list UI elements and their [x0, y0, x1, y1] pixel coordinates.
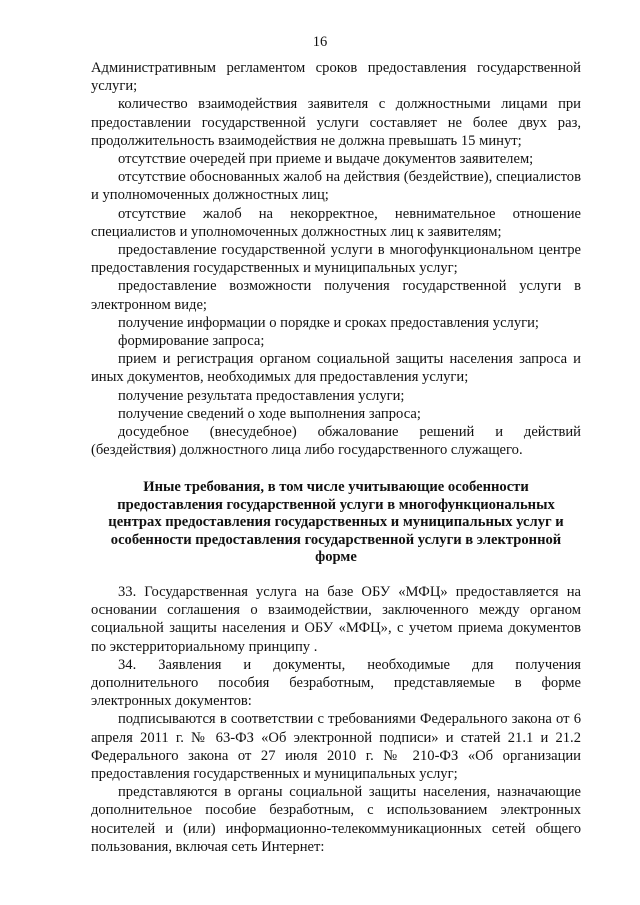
paragraph: предоставление государственной услуги в многофункциональном центре предоставления государственных и муниципальных услуг;	[91, 242, 581, 277]
paragraph: досудебное (внесудебное) обжалование решений и действий (бездействия) должностного лица либо государственного служащего.	[91, 424, 581, 459]
section-heading-line: форме	[315, 549, 357, 566]
section-heading-line: предоставления государственной услуги в многофункциональных	[117, 496, 555, 513]
paragraph: Административным регламентом сроков предоставления государственной услуги;	[91, 60, 581, 95]
section-body	[91, 583, 581, 856]
paragraph: отсутствие жалоб на некорректное, невнимательное отношение специалистов и уполномоченных должностных лиц к заявителям;	[91, 205, 581, 240]
section-heading-line: особенности предоставления государственной услуги в электронной	[110, 531, 562, 548]
paragraph: представляются в органы социальной защиты населения, назначающие дополнительное пособие безработным, с использованием электронных носителей и (или) информационно-телекоммуникационных сетей общего пользования, включая сеть Интернет:	[91, 784, 581, 855]
page-number: 16	[312, 34, 328, 50]
paragraph: получение результата предоставления услуги;	[118, 387, 405, 404]
paragraph: предоставление возможности получения государственной услуги в электронном виде;	[91, 278, 581, 313]
document-body	[91, 59, 581, 856]
section-heading-line: Иные требования, в том числе учитывающие особенности	[143, 479, 529, 496]
paragraph: количество взаимодействия заявителя с должностными лицами при предоставлении государственной услуги составляет не более двух раз, продолжительность взаимодействия не должна превышать 15 минут;	[91, 96, 581, 149]
paragraph-item-34: 34. Заявления и документы, необходимые для получения дополнительного пособия безработным, представляемые в форме электронных документов:	[91, 656, 581, 710]
paragraph: подписываются в соответствии с требованиями Федерального закона от 6 апреля 2011 г. № 63-ФЗ «Об электронной подписи» и статей 21.1 и 21.2 Федерального закона от 27 июля 2010 г. № 210-ФЗ «Об организации предоставления государственных и муниципальных услуг;	[91, 711, 581, 782]
requirements-list	[91, 59, 581, 459]
section-heading	[103, 479, 569, 567]
paragraph: прием и регистрация органом социальной защиты населения запроса и иных документов, необходимых для предоставления услуги;	[91, 351, 581, 386]
section-heading-line: центрах предоставления государственных и муниципальных услуг и	[108, 514, 564, 531]
paragraph-item-33: 33. Государственная услуга на базе ОБУ «МФЦ» предоставляется на основании соглашения о взаимодействии, заключенного между органом социальной защиты населения и ОБУ «МФЦ», с учетом приема документов по экстерриториальному принципу .	[91, 583, 581, 655]
paragraph: отсутствие очередей при приеме и выдаче документов заявителем;	[118, 151, 534, 168]
paragraph: получение сведений о ходе выполнения запроса;	[118, 405, 421, 422]
paragraph: отсутствие обоснованных жалоб на действия (бездействие), специалистов и уполномоченных должностных лиц;	[91, 169, 581, 204]
paragraph: получение информации о порядке и сроках предоставления услуги;	[118, 314, 539, 331]
paragraph: формирование запроса;	[118, 333, 265, 350]
